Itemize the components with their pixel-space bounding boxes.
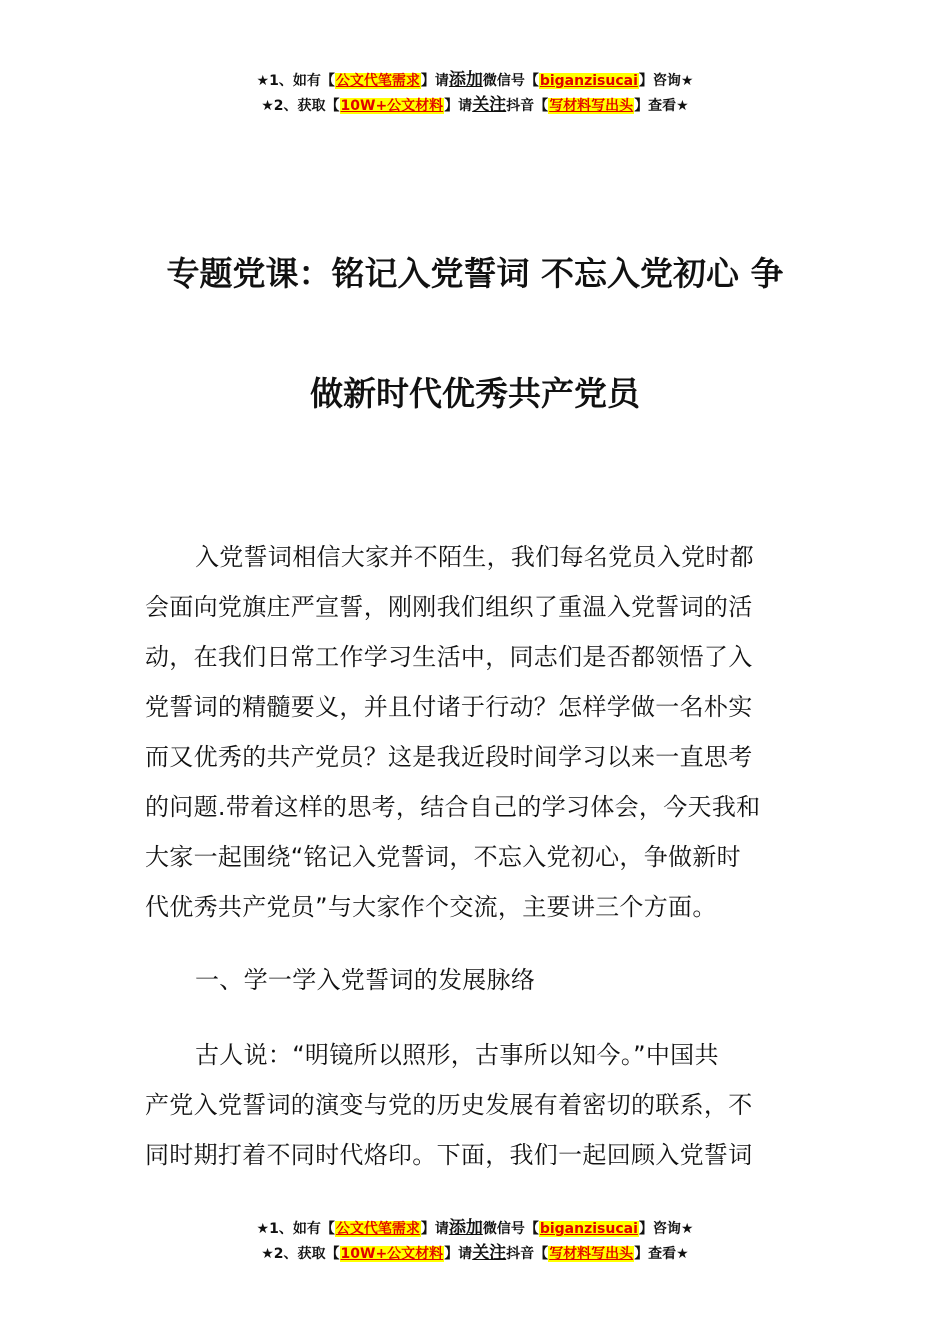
- header-promo-banner: [0, 68, 950, 118]
- promo-text: 】请: [420, 1221, 449, 1237]
- text-line: 代优秀共产党员”与大家作个交流，主要讲三个方面。: [145, 893, 717, 921]
- paragraph-history: [145, 1030, 795, 1180]
- promo-text: 】查看★: [634, 1246, 689, 1262]
- text-line: 党誓词的精髓要义，并且付诸于行动？怎样学做一名朴实: [145, 693, 753, 721]
- text-line: 产党入党誓词的演变与党的历史发展有着密切的联系，不: [145, 1091, 753, 1119]
- promo-highlight: 公文代笔需求: [335, 73, 420, 89]
- promo-text: 】请: [420, 73, 449, 89]
- promo-text: ★1、如有【: [256, 1221, 335, 1237]
- promo-line-1: [0, 68, 950, 93]
- promo-douyin-id: 写材料写出头: [549, 98, 634, 114]
- promo-emphasis: 添加: [448, 70, 483, 90]
- promo-text: 抖音【: [506, 98, 549, 114]
- promo-text: ★2、获取【: [261, 1246, 340, 1262]
- section-heading-text: 一、学一学入党誓词的发展脉络: [195, 966, 536, 994]
- promo-text: 】请: [444, 98, 473, 114]
- text-line: 而又优秀的共产党员？这是我近段时间学习以来一直思考: [145, 743, 753, 771]
- text-line: 动，在我们日常工作学习生活中，同志们是否都领悟了入: [145, 643, 753, 671]
- promo-emphasis: 关注: [472, 1243, 507, 1263]
- paragraph-intro: [145, 532, 795, 932]
- promo-line-2: [0, 93, 950, 118]
- promo-emphasis: 关注: [472, 95, 507, 115]
- footer-promo-banner: [0, 1216, 950, 1266]
- promo-wechat-id: biganzisucai: [539, 1221, 638, 1237]
- text-line: 古人说：“明镜所以照形，古事所以知今。”中国共: [195, 1041, 719, 1069]
- promo-text: 微信号【: [482, 73, 539, 89]
- document-title-line-1: 专题党课：铭记入党誓词 不忘入党初心 争: [166, 254, 784, 293]
- promo-text: 微信号【: [482, 1221, 539, 1237]
- text-line: 的问题.带着这样的思考，结合自己的学习体会，今天我和: [145, 793, 761, 821]
- text-line: 入党誓词相信大家并不陌生，我们每名党员入党时都: [195, 543, 754, 571]
- promo-highlight: 10W+公文材料: [340, 98, 444, 114]
- promo-wechat-id: biganzisucai: [539, 73, 638, 89]
- promo-line-2: [0, 1241, 950, 1266]
- promo-highlight: 10W+公文材料: [340, 1246, 444, 1262]
- promo-line-1: [0, 1216, 950, 1241]
- text-line: 同时期打着不同时代烙印。下面，我们一起回顾入党誓词: [145, 1141, 753, 1169]
- promo-text: 抖音【: [506, 1246, 549, 1262]
- promo-text: 】咨询★: [638, 73, 694, 89]
- section-heading-1: [145, 955, 795, 1005]
- promo-text: ★2、获取【: [261, 98, 340, 114]
- promo-douyin-id: 写材料写出头: [549, 1246, 634, 1262]
- promo-text: 】请: [444, 1246, 473, 1262]
- promo-text: ★1、如有【: [256, 73, 335, 89]
- promo-highlight: 公文代笔需求: [335, 1221, 420, 1237]
- document-title-line-2: 做新时代优秀共产党员: [310, 374, 640, 413]
- text-line: 大家一起围绕“铭记入党誓词，不忘入党初心，争做新时: [145, 843, 741, 871]
- promo-text: 】咨询★: [638, 1221, 694, 1237]
- text-line: 会面向党旗庄严宣誓，刚刚我们组织了重温入党誓词的活: [145, 593, 753, 621]
- promo-emphasis: 添加: [448, 1218, 483, 1238]
- promo-text: 】查看★: [634, 98, 689, 114]
